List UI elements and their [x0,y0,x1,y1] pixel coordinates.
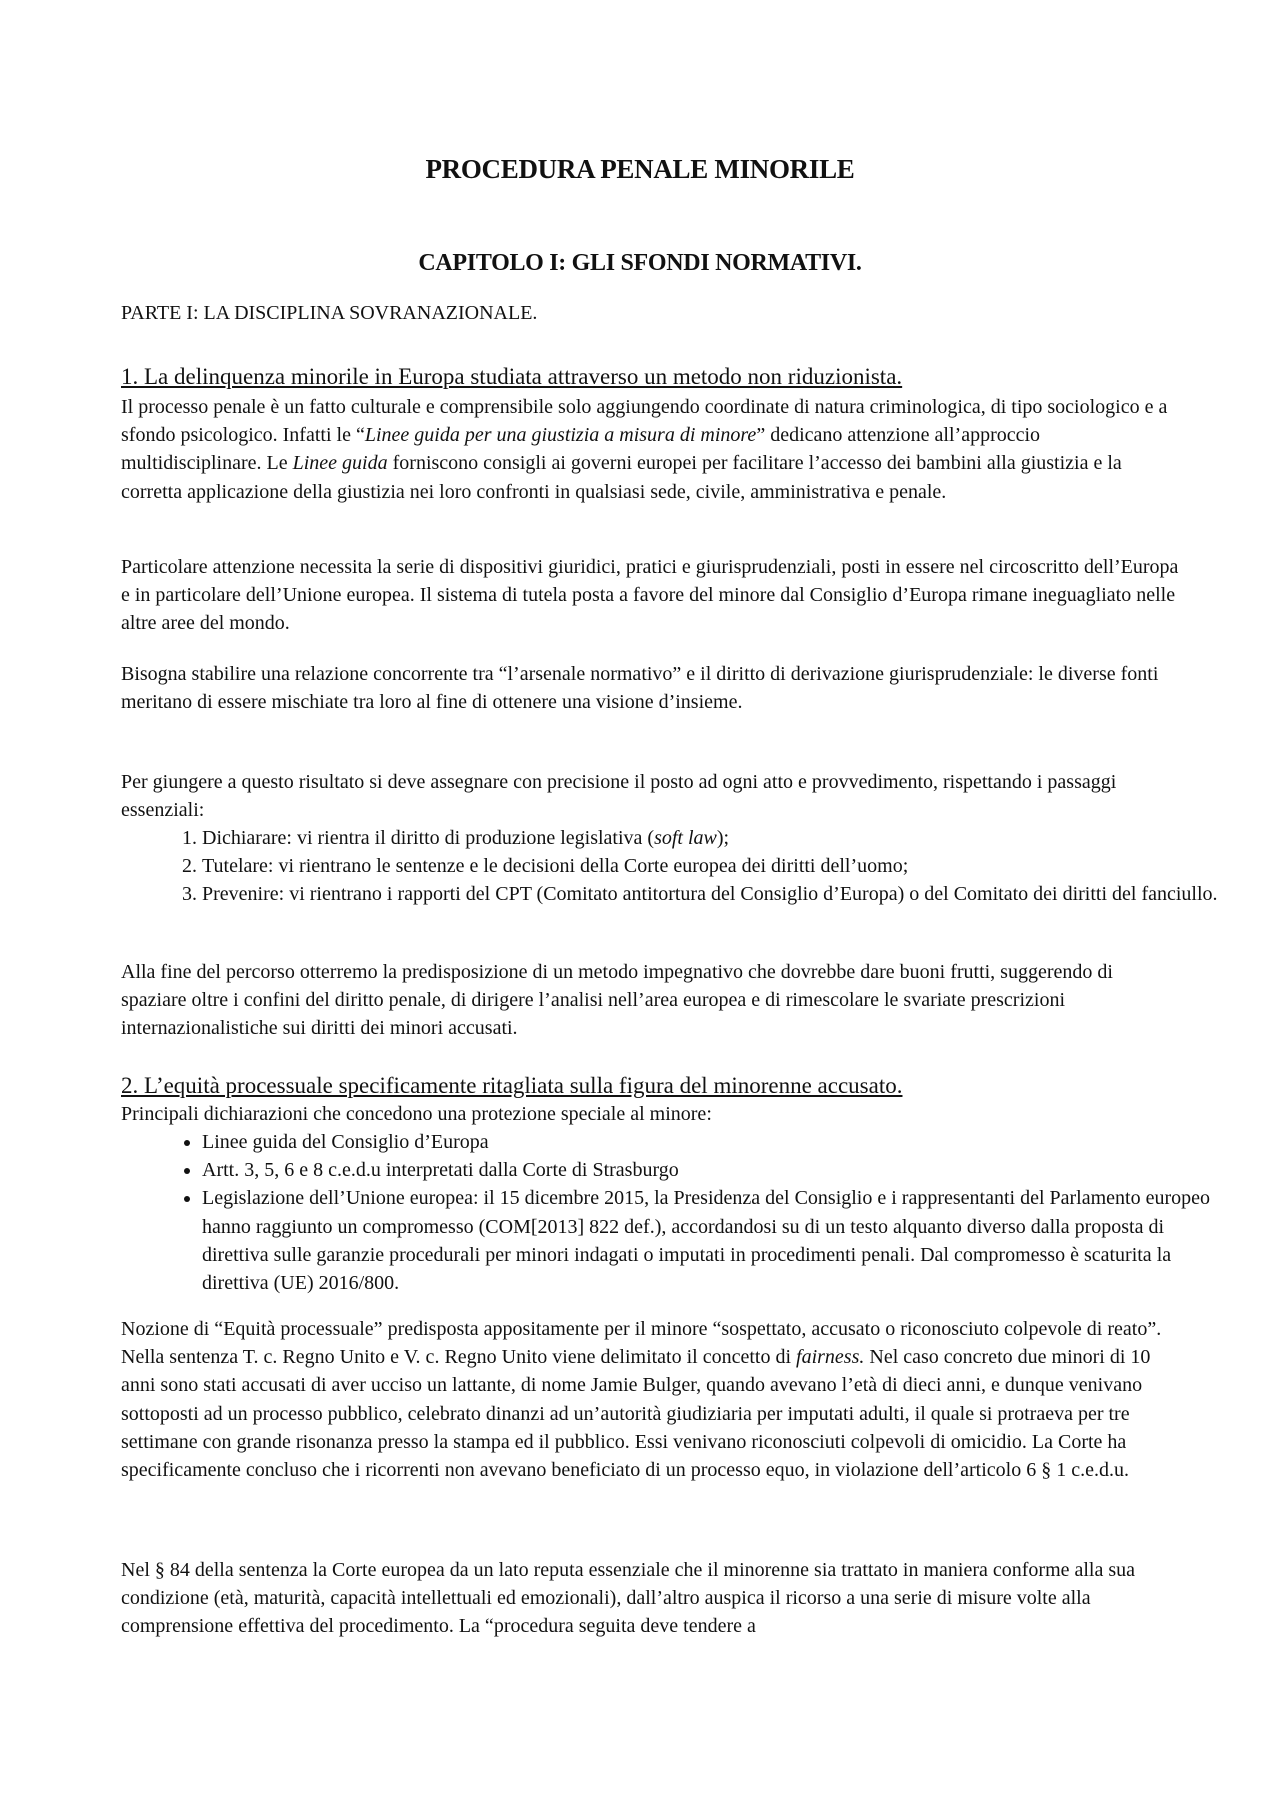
s2-p1-text-a: Nozione di “Equità processuale” predisposta appositamente per il minore “sospettato, accusato o riconosciuto colpevole di reato”. Nella sentenza T. c. Regno Unito e V. c. Regno Unito viene delimitato il concetto di [121,1318,1162,1369]
section-1-paragraph-1 [121,393,1181,506]
step-1-text: Dichiarare: vi rientra il diritto di produzione legislativa ( [202,827,655,849]
part-heading: PARTE I: LA DISCIPLINA SOVRANAZIONALE. [121,302,538,324]
step-1-text-end: ); [716,827,730,849]
s1-p1-italic-linee-guida: Linee guida [292,452,388,475]
chapter-title: CAPITOLO I: GLI SFONDI NORMATIVI. [418,250,862,276]
document-title: PROCEDURA PENALE MINORILE [425,154,855,184]
section-2-paragraph-2 [121,1556,1181,1641]
steps-list [158,824,1222,909]
section-1-paragraph-4 [121,768,1181,824]
protections-list [158,1128,1222,1297]
step-item-1 [202,824,1222,852]
s2-intro-text: Principali dichiarazioni che concedono una protezione speciale al minore: [121,1103,712,1125]
s1-p1-text-c: ” dedicano attenzione all’approccio multidisciplinare. Le [121,424,1041,475]
section-2-heading: 2. L’equità processuale specificamente ritagliata sulla figura del minorenne accusato. [121,1073,903,1098]
section-1-paragraph-2 [121,553,1181,638]
section-2-paragraph-1 [121,1315,1181,1484]
s1-p2-text: Particolare attenzione necessita la serie di dispositivi giuridici, pratici e giurisprudenziali, posti in essere nel circoscritto dell’Europa e in particolare dell’Unione europea. Il sistema di tutela posta a favore del minore dal Consiglio d’Europa rimane ineguagliato nelle altre aree del mondo. [121,556,1179,635]
s2-p1-italic-fairness: fairness. [796,1346,865,1369]
s1-p5-text: Alla fine del percorso otterremo la predisposizione di un metodo impegnativo che dovrebbe dare buoni frutti, suggerendo di spaziare oltre i confini del diritto penale, di dirigere l’analisi nell’area europea e di rimescolare le svariate prescrizioni internazionalistiche sui diritti dei minori accusati. [121,961,1113,1040]
step-3-text: Prevenire: vi rientrano i rapporti del CPT (Comitato antitortura del Consiglio d’Europa) o del Comitato dei diritti del fanciullo. [202,883,1218,906]
s1-p1-text-a: Il processo penale è un fatto culturale e comprensibile solo aggiungendo coordinate di natura criminologica, di tipo sociologico e a sfondo psicologico. Infatti le “ [121,396,1168,447]
step-item-2 [202,852,1222,880]
s1-p1-italic-guidelines: Linee guida per una giustizia a misura di minore [364,424,757,447]
s1-p3-text: Bisogna stabilire una relazione concorrente tra “l’arsenale normativo” e il diritto di derivazione giurisprudenziale: le diverse fonti meritano di essere mischiate tra loro al fine di ottenere una visione d’insieme. [121,663,1159,714]
step-1-italic: soft law [654,827,717,849]
s1-p1-text-e: forniscono consigli ai governi europei per facilitare l’accesso dei bambini alla giustizia e la corretta applicazione della giustizia nei loro confronti in qualsiasi sede, civile, amministrativa e penale. [121,452,1122,503]
s2-p1-text-c: Nel caso concreto due minori di 10 anni sono stati accusati di aver ucciso un lattante, di nome Jamie Bulger, quando avevano l’età di dieci anni, e dunque venivano sottoposti ad un processo pubblico, celebrato dinanzi ad un’autorità giudiziaria per imputati adulti, il quale si protraeva per tre settimane con grande risonanza presso la stampa ed il pubblico. Essi venivano riconosciuti colpevoli di omicidio. La Corte ha specificamente concluso che i ricorrenti non avevano beneficiato di un processo equo, in violazione dell’articolo 6 § 1 c.e.d.u. [121,1346,1151,1482]
section-1-heading: 1. La delinquenza minorile in Europa studiata attraverso un metodo non riduzionista. [121,364,903,389]
bullet-item-3: • Legislazione dell’Unione europea: il 15 dicembre 2015, la Presidenza del Consiglio e i rappresentanti del Parlamento europeo hanno raggiunto un compromesso (COM[2013] 822 def.), accordandosi su di un testo alquanto diverso dalla proposta di direttiva sulle garanzie procedurali per minori indagati o imputati in procedimenti penali. Dal compromesso è scaturita la direttiva (UE) 2016/800. [202,1184,1222,1297]
s1-p4-text: Per giungere a questo risultato si deve assegnare con precisione il posto ad ogni atto e provvedimento, rispettando i passaggi essenziali: [121,771,1117,822]
step-item-3 [202,880,1222,908]
bullet-item-2: • Artt. 3, 5, 6 e 8 c.e.d.u interpretati dalla Corte di Strasburgo [202,1156,1222,1184]
step-2-text: Tutelare: vi rientrano le sentenze e le decisioni della Corte europea dei diritti dell’uomo; [202,855,909,878]
section-1-paragraph-3 [121,660,1181,716]
section-2-intro [121,1100,1181,1128]
bullet-item-1: • Linee guida del Consiglio d’Europa [202,1128,1222,1156]
section-1-paragraph-5 [121,958,1181,1043]
s2-p2-text: Nel § 84 della sentenza la Corte europea da un lato reputa essenziale che il minorenne sia trattato in maniera conforme alla sua condizione (età, maturità, capacità intellettuali ed emozionali), dall’altro auspica il ricorso a una serie di misure volte alla comprensione effettiva del procedimento. La “procedura seguita deve tendere a [121,1559,1136,1638]
